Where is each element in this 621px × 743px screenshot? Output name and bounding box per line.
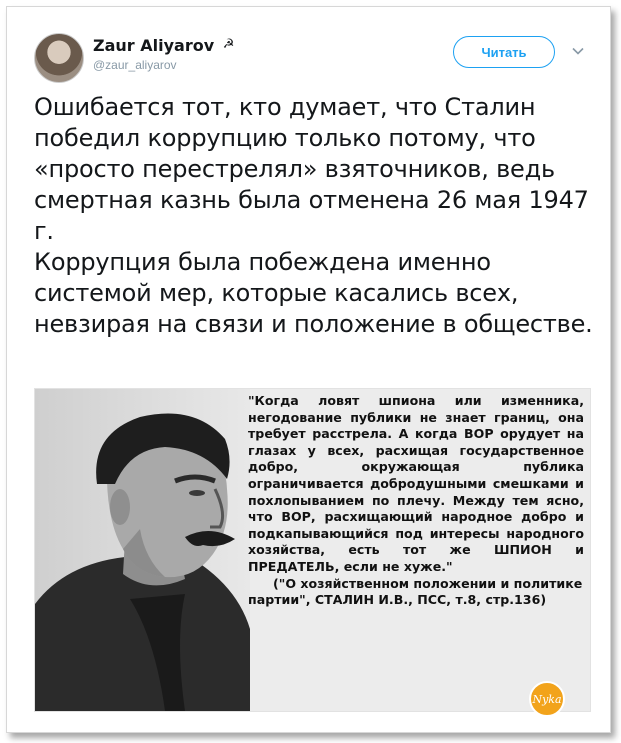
author-name-row[interactable]	[93, 36, 234, 55]
quote-citation: ("О хозяйственном положении и политике партии", СТАЛИН И.В., ПСС, т.8, стр.136)	[248, 575, 583, 608]
hammer-sickle-icon: ☭	[222, 37, 235, 52]
tweet-text	[34, 92, 594, 340]
author-handle[interactable]: @zaur_aliyarov	[93, 58, 177, 72]
chevron-down-icon[interactable]	[571, 44, 585, 58]
tweet-paragraph-1: Ошибается тот, кто думает, что Сталин победил коррупцию только потому, что «просто перестрелял» взяточников, ведь смертная казнь была отменена 26 мая 1947 г.	[34, 93, 589, 245]
follow-button[interactable]: Читать	[453, 36, 555, 68]
avatar[interactable]	[34, 33, 84, 83]
nyka-logo-icon	[528, 680, 566, 718]
quote-text: "Когда ловят шпиона или изменника, негодование публики не знает границ, она требует расстрела. А когда ВОР орудует на глазах у всех, расхищая государственное добро, окружающая публика ограничивается добродушными смешками и похлопыванием по плечу. Между тем ясно, что ВОР, расхищающий народное добро и подкапывающийся под интересы народного хозяйства, есть тот же ШПИОН и ПРЕДАТЕЛЬ, если не хуже."	[248, 393, 584, 574]
tweet-media-image[interactable]	[34, 388, 591, 712]
quote-text-block	[248, 393, 584, 609]
logo-watermark: Nyka	[532, 693, 562, 706]
stalin-portrait-image	[35, 389, 250, 711]
author-name[interactable]: Zaur Aliyarov	[93, 36, 215, 55]
tweet-paragraph-2: Коррупция была побеждена именно системой мер, которые касались всех, невзирая на связи и положение в обществе.	[34, 248, 593, 338]
